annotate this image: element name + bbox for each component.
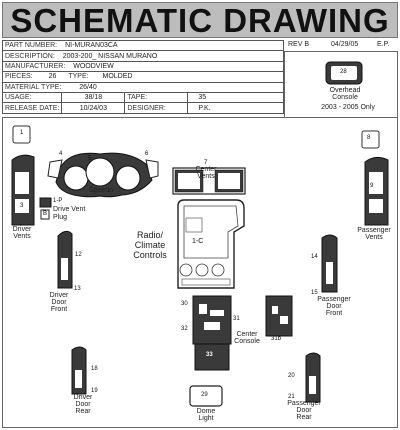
description-value: 2003-200_ NISSAN MURANO [62, 52, 158, 60]
dome-light-label-1: Dome [196, 408, 216, 415]
passenger-door-front-label-1: Passenger [317, 296, 351, 303]
part-number-12: 12 [75, 252, 82, 258]
part-number-1c: 1-C [192, 238, 204, 245]
part-number-14: 14 [311, 254, 318, 260]
part-number-1: 1 [20, 130, 24, 136]
radio-label-1: Radio/ [136, 230, 163, 240]
passenger-door-front-label-2: Door [326, 303, 342, 310]
designer-value: P.K. [198, 104, 211, 112]
center-console-label-2: Console [234, 338, 260, 345]
part-number-18: 18 [91, 366, 98, 372]
passenger-door-front-label-3: Front [325, 310, 343, 317]
manufacturer-label: MANUFACTURER: [5, 62, 66, 70]
passenger-vents-label-1: Passenger [357, 227, 391, 234]
center-vents-label-2: Vents [197, 173, 215, 180]
part-number-7: 7 [204, 160, 208, 166]
description-label: DESCRIPTION: [5, 52, 55, 60]
part-number-20: 20 [288, 373, 295, 379]
radio-label-3: Controls [133, 250, 167, 260]
radio-climate-bezel-part [178, 200, 244, 288]
part-number-6: 6 [145, 151, 149, 157]
part-number-21: 21 [288, 394, 295, 400]
part-number-15: 15 [311, 290, 318, 296]
part-number-32: 32 [181, 326, 188, 332]
passenger-door-rear-label-2: Door [296, 407, 312, 414]
driver-door-rear-label-2: Door [75, 401, 91, 408]
part-number-5: 5 [88, 156, 92, 162]
tape-label: TAPE: [127, 94, 148, 102]
passenger-vents-label-2: Vents [365, 234, 383, 241]
radio-label-2: Climate [134, 240, 166, 250]
driver-vents-label-1: Driver [12, 226, 32, 233]
center-console-31b-part [266, 296, 292, 336]
driver-door-front-part [58, 231, 72, 288]
part-number-1p: 1-P [53, 198, 63, 204]
passenger-vent-part-9 [365, 157, 388, 225]
part-number-4: 4 [59, 151, 63, 157]
speedo-label: Speedo [88, 187, 114, 194]
part-number-31b: 31b [271, 336, 282, 342]
part-number-2: 2 [20, 180, 24, 186]
release-date-label: RELEASE DATE: [5, 104, 60, 112]
manufacturer-value: WOODVIEW [73, 62, 114, 70]
passenger-door-front-part [322, 235, 337, 292]
overhead-part-number: 28 [340, 69, 347, 75]
revision-date: 04/29/05 [331, 41, 359, 48]
drive-vent-label-2: Plug [53, 214, 68, 221]
part-number-19: 19 [91, 388, 98, 394]
type-value: MOLDED [102, 73, 133, 81]
part-number-b: B [43, 211, 48, 217]
part-number-30: 30 [181, 301, 188, 307]
type-label: TYPE: [68, 73, 89, 81]
passenger-door-rear-label-1: Passenger [287, 400, 321, 407]
material-type-label: MATERIAL TYPE: [5, 83, 62, 91]
dome-light-label-2: Light [198, 415, 214, 422]
driver-door-rear-label-1: Driver [73, 394, 93, 401]
center-console-label-1: Center [236, 331, 258, 338]
driver-vent-part-2 [12, 155, 34, 225]
passenger-vent-part-8 [362, 131, 379, 148]
overhead-note: 2003 - 2005 Only [321, 104, 375, 111]
driver-door-front-label-2: Door [51, 299, 67, 306]
driver-door-rear-label-3: Rear [75, 408, 91, 415]
driver-vents-label-2: Vents [13, 233, 31, 240]
driver-door-front-label-1: Driver [49, 292, 69, 299]
part-number-9: 9 [370, 183, 374, 189]
part-number-31: 31 [233, 316, 240, 322]
passenger-door-rear-part [306, 353, 320, 402]
driver-door-front-label-3: Front [50, 306, 68, 313]
pieces-label: PIECES: [5, 73, 33, 81]
designer-label: DESIGNER: [127, 104, 166, 112]
part-number-13: 13 [74, 286, 81, 292]
revision-label: REV B [288, 41, 310, 48]
part-number-3: 3 [20, 203, 24, 209]
usage-label: USAGE: [5, 94, 32, 102]
center-vents-label-1: Center [195, 166, 217, 173]
release-date-value: 10/24/03 [79, 104, 107, 112]
material-type-value: 26/40 [79, 83, 97, 91]
part-number-33: 33 [206, 352, 213, 358]
part-number-8: 8 [367, 135, 371, 141]
center-console-part [193, 296, 231, 370]
title-banner: SCHEMATIC DRAWING [2, 2, 398, 38]
drive-vent-label-1: Drive Vent [53, 206, 86, 213]
passenger-door-rear-label-3: Rear [296, 414, 312, 421]
part-number-29: 29 [201, 392, 208, 398]
part-number-label: PART NUMBER: [5, 42, 58, 50]
pieces-value: 26 [48, 73, 57, 81]
driver-door-rear-part [72, 347, 86, 394]
tape-value: 35 [198, 94, 207, 102]
revision-initials: E.P. [377, 41, 390, 48]
usage-value: 38/18 [84, 94, 103, 102]
overhead-label-1: Overhead [329, 87, 361, 94]
overhead-label-2: Console [332, 94, 358, 101]
part-number-value: NI-MURAN03CA [65, 42, 118, 50]
